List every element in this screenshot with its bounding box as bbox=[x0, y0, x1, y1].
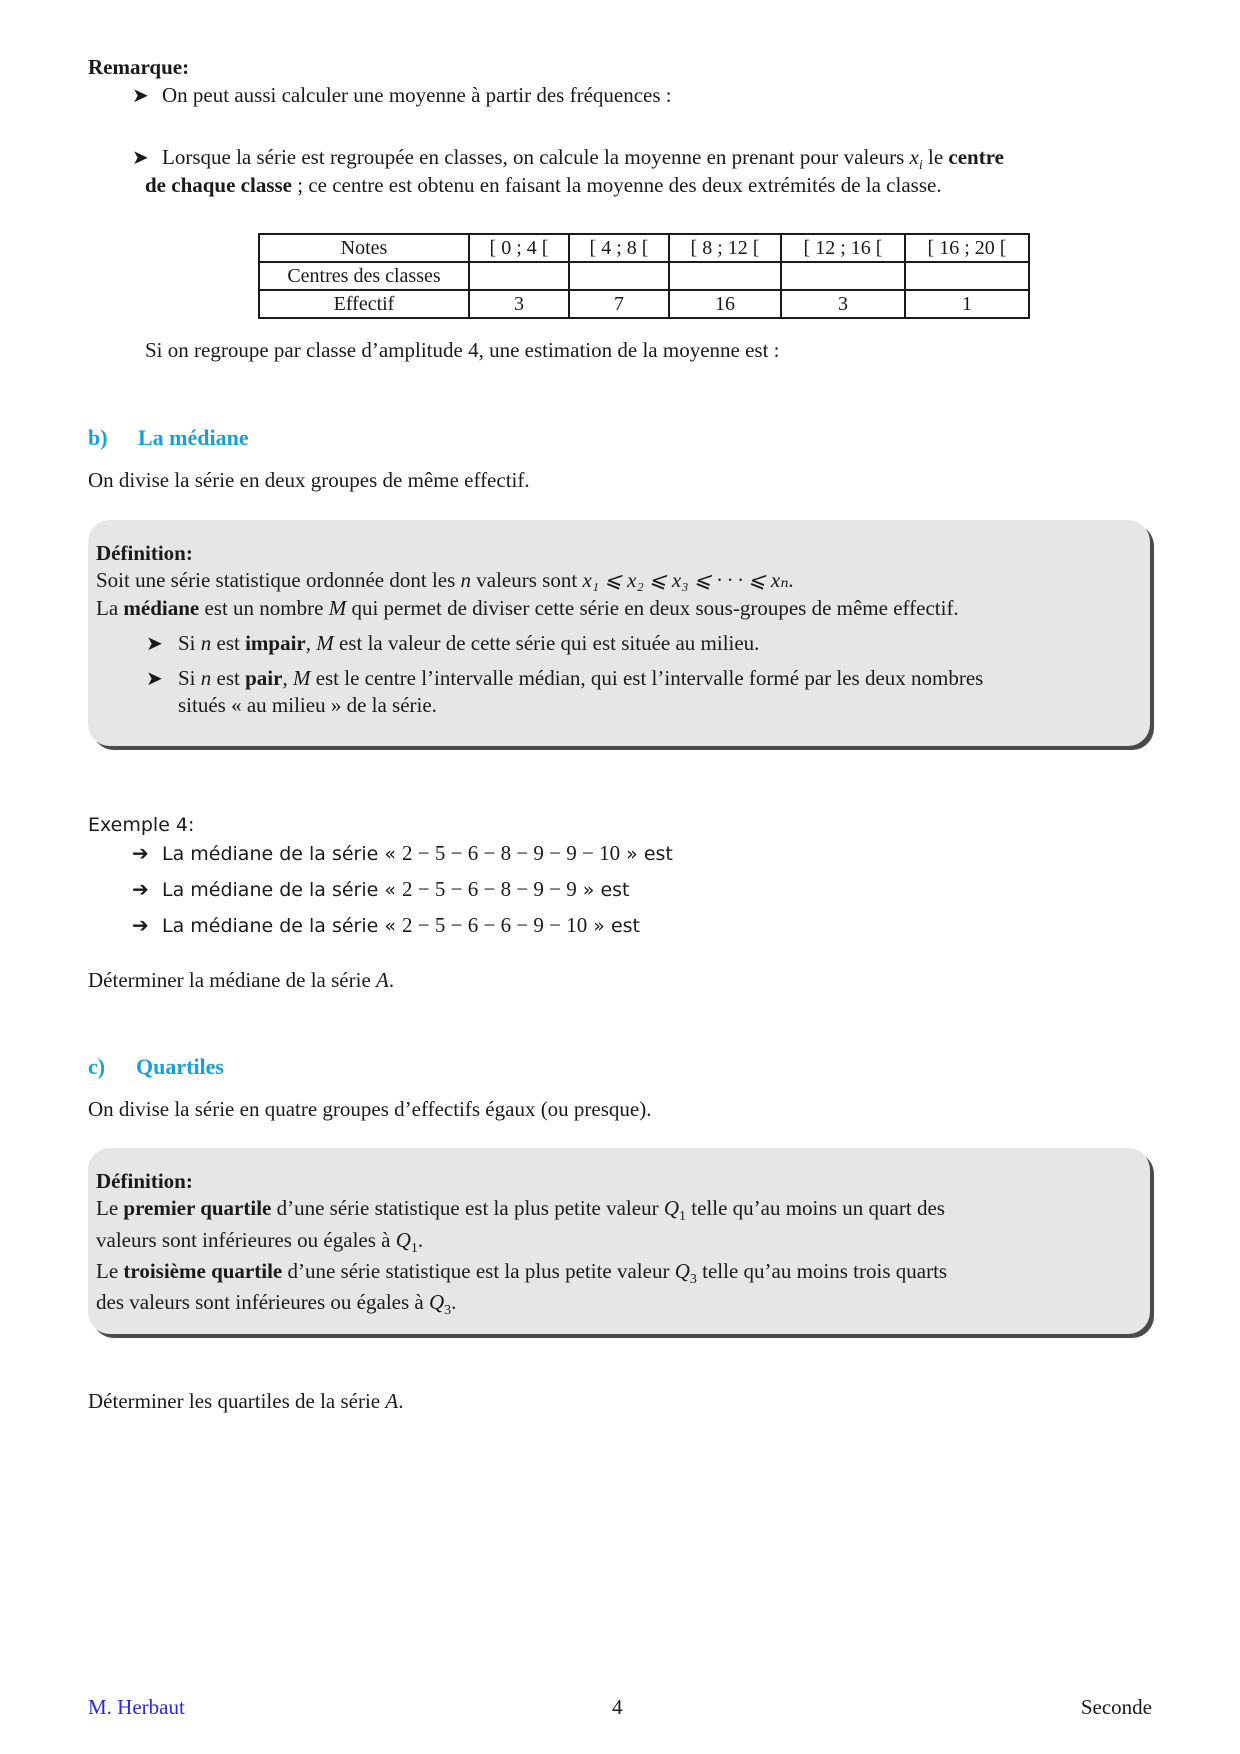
remarque-title bbox=[88, 54, 189, 81]
arrow-bullet-icon: ➤ bbox=[146, 630, 163, 655]
section-heading-quartiles bbox=[88, 1053, 224, 1082]
definition-line-1-b: valeurs sont bbox=[471, 568, 583, 593]
table-cell: [ 12 ; 16 [ bbox=[781, 234, 905, 262]
sub-1: 1 bbox=[679, 1209, 686, 1225]
quartiles-intro: On divise la série en quatre groupes d’effectifs égaux (ou presque). bbox=[88, 1097, 652, 1121]
exemple-series: 2 − 5 − 6 − 8 − 9 − 9 − 10 bbox=[402, 841, 621, 865]
q-line-4-a: des valeurs sont inférieures ou égales à bbox=[96, 1290, 429, 1315]
determiner-quartiles-text: Déterminer les quartiles de la série bbox=[88, 1389, 386, 1413]
var-n: n bbox=[200, 666, 212, 691]
arrow-right-icon: ➔ bbox=[132, 913, 149, 937]
bold-chaque-classe: de chaque classe bbox=[145, 173, 292, 197]
q-line-1-c: telle qu’au moins un quart des bbox=[686, 1196, 945, 1221]
classes-table bbox=[258, 233, 1030, 319]
exemple-series: 2 − 5 − 6 − 8 − 9 − 9 bbox=[402, 877, 577, 901]
remarque-item-2-text-a: Lorsque la série est regroupée en classes, on calcule la moyenne en prenant pour valeurs bbox=[162, 145, 910, 169]
remarque-item-2-text-c: ; ce centre est obtenu en faisant la moyenne des deux extrémités de la classe. bbox=[292, 173, 942, 197]
bullet-1-c: , bbox=[305, 630, 317, 655]
table-cell bbox=[905, 262, 1029, 290]
exemple-item-1 bbox=[132, 840, 673, 867]
var-A: A bbox=[385, 1389, 399, 1413]
table-cell bbox=[569, 262, 669, 290]
definition-title: Définition: bbox=[96, 1169, 193, 1193]
var-Q: Q bbox=[428, 1290, 445, 1315]
exemple-suffix: » est bbox=[587, 915, 641, 937]
var-n: n bbox=[200, 630, 212, 655]
sub-3: 3 bbox=[444, 1303, 452, 1319]
bullet-2-b: est bbox=[211, 666, 246, 691]
var-M: M bbox=[292, 666, 311, 691]
q-line-3-c: telle qu’au moins trois quarts bbox=[696, 1259, 948, 1284]
bold-troisieme-quartile: troisième quartile bbox=[123, 1259, 283, 1284]
footer-level: Seconde bbox=[1080, 1695, 1152, 1719]
remarque-item-1 bbox=[132, 82, 672, 109]
var-M: M bbox=[328, 595, 347, 620]
exemple-suffix: » est bbox=[576, 879, 630, 901]
table-row-centres bbox=[259, 262, 1029, 290]
q-line-3-b: d’une série statistique est la plus petite valeur bbox=[282, 1259, 675, 1284]
remarque-title-text: Remarque: bbox=[88, 55, 190, 79]
var-Q: Q bbox=[674, 1259, 690, 1284]
definition-title: Définition: bbox=[96, 541, 193, 565]
bold-mediane: médiane bbox=[123, 595, 200, 620]
bullet-1-a: Si bbox=[178, 630, 201, 655]
quartile-line-2 bbox=[96, 1227, 1142, 1258]
determiner-quartiles-end: . bbox=[398, 1389, 404, 1413]
table-cell: 16 bbox=[669, 290, 781, 318]
definition-line-1-a: Soit une série statistique ordonnée dont les bbox=[96, 568, 461, 593]
bold-premier-quartile: premier quartile bbox=[123, 1196, 272, 1221]
sub-i: i bbox=[918, 158, 923, 174]
quartile-line-1 bbox=[96, 1195, 1142, 1226]
definition-line-2-b: est un nombre bbox=[199, 595, 329, 620]
definition-bullet-pair bbox=[96, 665, 1142, 720]
math-ordered-series: x₁ ⩽ x₂ ⩽ x₃ ⩽ · · · ⩽ xₙ. bbox=[582, 568, 795, 593]
table-cell: 1 bbox=[905, 290, 1029, 318]
bullet-2-a: Si bbox=[178, 666, 201, 691]
table-cell bbox=[469, 262, 569, 290]
sub-1: 1 bbox=[410, 1240, 418, 1256]
footer-author[interactable]: M. Herbaut bbox=[88, 1695, 185, 1719]
arrow-bullet-icon: ➤ bbox=[146, 666, 163, 691]
q-line-4-end: . bbox=[451, 1290, 457, 1315]
table-cell: 3 bbox=[469, 290, 569, 318]
arrow-right-icon: ➔ bbox=[132, 841, 149, 865]
definition-box-quartiles bbox=[88, 1148, 1150, 1334]
definition-line-1 bbox=[96, 567, 1142, 594]
table-row-label: Notes bbox=[259, 234, 469, 262]
table-row-effectif bbox=[259, 290, 1029, 318]
var-x: x bbox=[909, 145, 919, 169]
remarque-item-2 bbox=[132, 144, 1152, 175]
determiner-mediane bbox=[88, 967, 394, 994]
q-line-2-a: valeurs sont inférieures ou égales à bbox=[96, 1227, 396, 1252]
bullet-1-b: est bbox=[211, 630, 246, 655]
remarque-item-1-text: On peut aussi calculer une moyenne à partir des fréquences : bbox=[162, 83, 672, 107]
table-cell bbox=[669, 262, 781, 290]
q-line-1-a: Le bbox=[96, 1196, 124, 1221]
bullet-2-e: situés « au milieu » de la série. bbox=[178, 693, 437, 718]
var-M: M bbox=[316, 630, 334, 655]
table-cell: [ 0 ; 4 [ bbox=[469, 234, 569, 262]
q-line-1-b: d’une série statistique est la plus petite valeur bbox=[271, 1196, 664, 1221]
definition-line-2-c: qui permet de diviser cette série en deux sous-groupes de même effectif. bbox=[346, 595, 959, 620]
definition-box-mediane bbox=[88, 520, 1150, 746]
table-cell: 3 bbox=[781, 290, 905, 318]
table-row-label: Centres des classes bbox=[259, 262, 469, 290]
section-heading-mediane bbox=[88, 424, 249, 453]
quartile-line-4 bbox=[96, 1289, 1142, 1320]
definition-line-2-a: La bbox=[96, 595, 124, 620]
var-Q: Q bbox=[663, 1196, 679, 1221]
bold-centre: centre bbox=[948, 145, 1004, 169]
var-n: n bbox=[460, 568, 472, 593]
arrow-bullet-icon: ➤ bbox=[132, 145, 149, 169]
table-row-label: Effectif bbox=[259, 290, 469, 318]
exemple-series: 2 − 5 − 6 − 6 − 9 − 10 bbox=[402, 913, 588, 937]
q-line-2-end: . bbox=[417, 1227, 424, 1252]
table-cell: [ 8 ; 12 [ bbox=[669, 234, 781, 262]
definition-line-2 bbox=[96, 595, 1142, 622]
definition-bullet-impair bbox=[96, 630, 1142, 657]
q-line-3-a: Le bbox=[96, 1259, 124, 1284]
var-Q: Q bbox=[395, 1227, 411, 1252]
section-title-text: Quartiles bbox=[136, 1054, 224, 1079]
section-title-text: La médiane bbox=[138, 425, 249, 450]
exemple-prefix: La médiane de la série « bbox=[162, 843, 403, 865]
table-cell: [ 4 ; 8 [ bbox=[569, 234, 669, 262]
exemple-title: Exemple 4: bbox=[88, 814, 195, 836]
section-letter: b) bbox=[88, 425, 108, 450]
exemple-prefix: La médiane de la série « bbox=[162, 915, 403, 937]
estimation-text: Si on regroupe par classe d’amplitude 4, une estimation de la moyenne est : bbox=[145, 338, 780, 362]
exemple-prefix: La médiane de la série « bbox=[162, 879, 403, 901]
sub-3: 3 bbox=[689, 1272, 697, 1288]
table-row-notes bbox=[259, 234, 1029, 262]
bold-impair: impair bbox=[245, 630, 306, 655]
bold-pair: pair bbox=[245, 666, 283, 691]
quartile-line-3 bbox=[96, 1258, 1142, 1289]
bullet-2-d: est le centre l’intervalle médian, qui est l’intervalle formé par les deux nombres bbox=[310, 666, 984, 691]
arrow-bullet-icon: ➤ bbox=[132, 83, 149, 107]
exemple-item-3 bbox=[132, 912, 640, 939]
table-cell: 7 bbox=[569, 290, 669, 318]
table-cell: [ 16 ; 20 [ bbox=[905, 234, 1029, 262]
table-cell bbox=[781, 262, 905, 290]
exemple-suffix: » est bbox=[620, 843, 673, 865]
exemple-item-2 bbox=[132, 876, 630, 903]
determiner-mediane-text: Déterminer la médiane de la série bbox=[88, 968, 377, 992]
determiner-quartiles bbox=[88, 1388, 403, 1415]
remarque-item-2-cont bbox=[145, 172, 1155, 199]
var-A: A bbox=[376, 968, 389, 992]
determiner-mediane-end: . bbox=[388, 968, 395, 992]
remarque-item-2-text-b: le bbox=[922, 145, 949, 169]
arrow-right-icon: ➔ bbox=[132, 877, 149, 901]
footer-page-number: 4 bbox=[612, 1695, 623, 1719]
bullet-1-d: est la valeur de cette série qui est située au milieu. bbox=[333, 630, 760, 655]
section-letter: c) bbox=[88, 1054, 106, 1079]
mediane-intro: On divise la série en deux groupes de même effectif. bbox=[88, 468, 530, 492]
bullet-2-c: , bbox=[282, 666, 293, 691]
